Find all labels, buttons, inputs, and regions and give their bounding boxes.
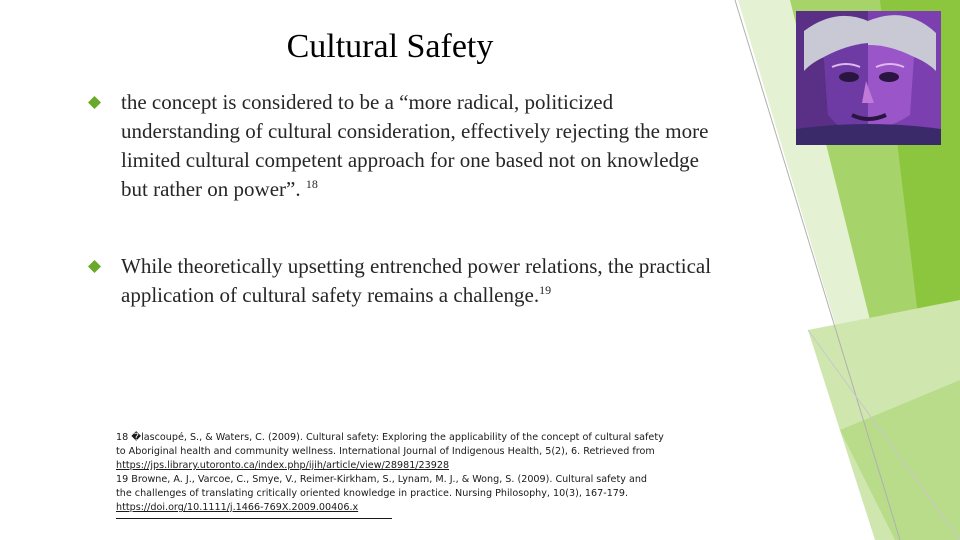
reference-underline xyxy=(116,518,392,519)
bullet-text-body: the concept is considered to be a “more radical, politicized understanding of cultural consideration, effectively rejecting the more limited cultural competent approach for one based not on knowledge but rather on power”. xyxy=(121,90,709,201)
reference-18-line-1: 18 �lascoupé, S., & Waters, C. (2009). Cultural safety: Exploring the applicability of the concept of cultural safety xyxy=(116,432,664,443)
bullet-text-body: While theoretically upsetting entrenched power relations, the practical application of cultural safety remains a challenge. xyxy=(121,254,712,307)
reference-marker: 19 xyxy=(539,283,552,297)
face-portrait-image xyxy=(796,11,941,145)
bullet-item xyxy=(88,88,728,204)
references xyxy=(116,431,741,515)
slide-title: Cultural Safety xyxy=(286,28,494,65)
reference-18-link[interactable]: https://jps.library.utoronto.ca/index.php/ijih/article/view/28981/23928 xyxy=(116,460,450,471)
reference-19-line-2: the challenges of translating critically oriented knowledge in practice. Nursing Philosophy, 10(3), 167-179. xyxy=(116,488,629,499)
reference-19-link[interactable]: https://doi.org/10.1111/j.1466-769X.2009.00406.x xyxy=(116,502,359,513)
diamond-bullet-icon xyxy=(88,96,101,109)
bullet-text xyxy=(121,252,728,310)
reference-19-line-1: 19 Browne, A. J., Varcoe, C., Smye, V., Reimer-Kirkham, S., Lynam, M. J., & Wong, S. (2009). Cultural safety and xyxy=(116,474,647,485)
bullet-item xyxy=(88,252,728,310)
reference-marker: 18 xyxy=(305,177,318,191)
bullet-text xyxy=(121,88,728,204)
reference-18-line-2: to Aboriginal health and community wellness. International Journal of Indigenous Health, 5(2), 6. Retrieved from xyxy=(116,446,655,457)
diamond-bullet-icon xyxy=(88,260,101,273)
